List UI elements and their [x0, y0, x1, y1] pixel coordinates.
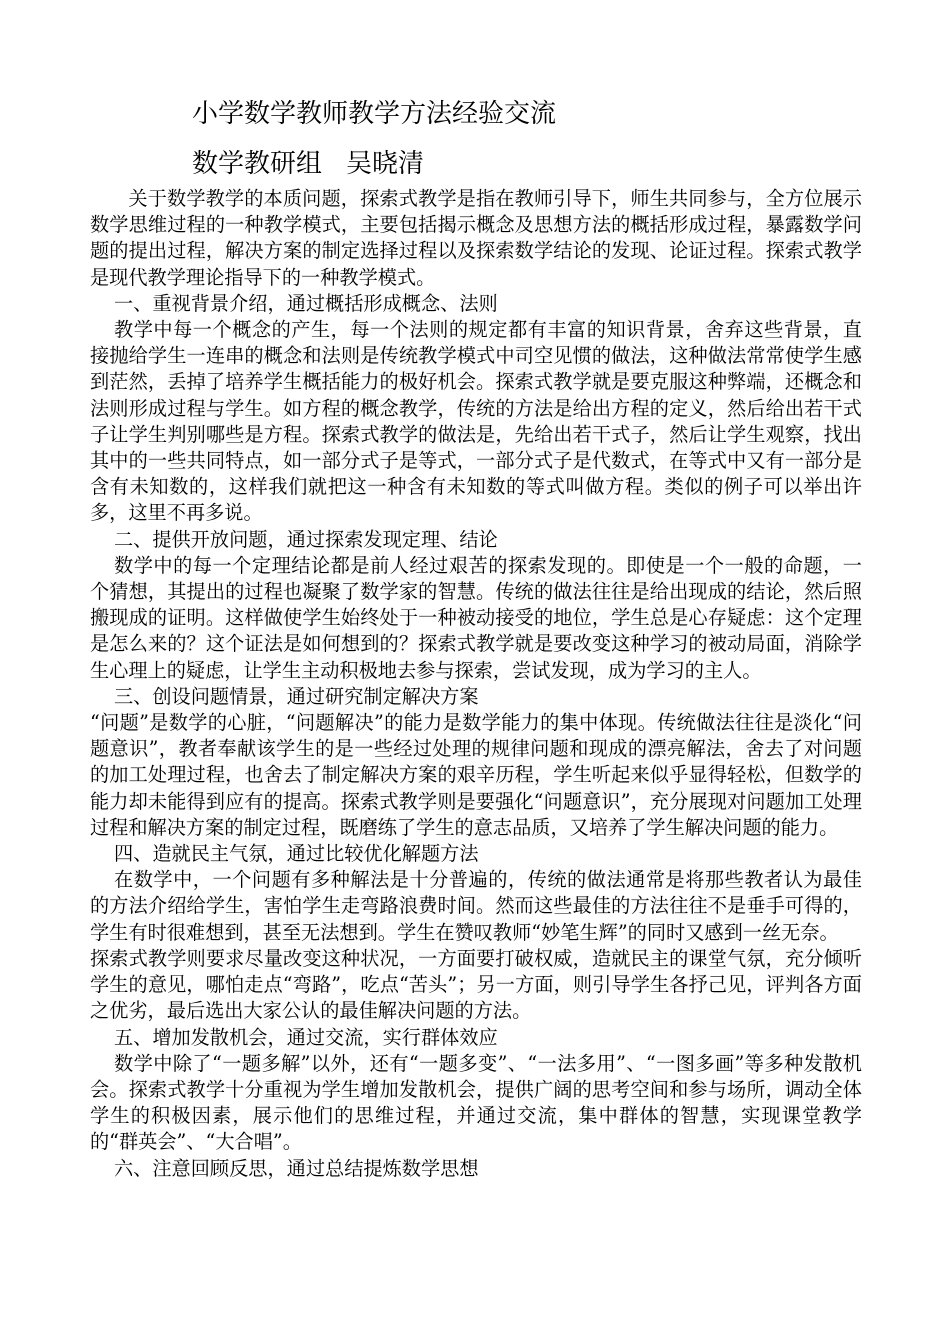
section-4-paragraph-1: 在数学中，一个问题有多种解法是十分普遍的，传统的做法通常是将那些教者认为最佳的方法介绍给学生，害怕学生走弯路浪费时间。然而这些最佳的方法往往不是垂手可得的，学生有时很难想到，甚至无法想到。学生在赞叹教师“妙笔生辉”的同时又感到一丝无奈。: [90, 868, 862, 944]
section-heading-1: 一、重视背景介绍，通过概括形成概念、法则: [114, 291, 498, 315]
author-group: 数学教研组: [192, 149, 323, 179]
section-4-paragraph-2: 探索式教学则要求尽量改变这种状况，一方面要打破权威，造就民主的课堂气氛，充分倾听学生的意见，哪怕走点“弯路”，吃点“苦头”；另一方面，则引导学生各抒己见，评判各方面之优劣，最后选出大家公认的最佳解决问题的方法。: [90, 946, 862, 1023]
section-5-paragraph-1: 数学中除了“一题多解”以外，还有“一题多变”、“一法多用”、“一图多画”等多种发散机会。探索式教学十分重视为学生增加发散机会，提供广阔的思考空间和参与场所，调动全体学生的积极因素，展示他们的思维过程，并通过交流，集中群体的智慧，实现课堂教学的“群英会”、“大合唱”。: [90, 1051, 862, 1154]
author-name: 吴晓清: [346, 149, 425, 179]
section-heading-6: 六、注意回顾反思，通过总结提炼数学思想: [114, 1156, 479, 1180]
author-line: [192, 146, 862, 182]
section-heading-2: 二、提供开放问题，通过探索发现定理、结论: [114, 527, 498, 551]
section-3-paragraph-1: “问题”是数学的心脏，“问题解决”的能力是数学能力的集中体现。传统做法往往是淡化“问题意识”，教者奉献该学生的是一些经过处理的规律问题和现成的漂亮解法，舍去了对问题的加工处理过程，也舍去了制定解决方案的艰辛历程，学生听起来似乎显得轻松，但数学的能力却未能得到应有的提高。探索式教学则是要强化“问题意识”，充分展现对问题加工处理过程和解决方案的制定过程，既磨练了学生的意志品质，又培养了学生解决问题的能力。: [90, 711, 862, 839]
section-heading-5: 五、增加发散机会，通过交流，实行群体效应: [114, 1025, 498, 1049]
intro-paragraph: 关于数学教学的本质问题，探索式教学是指在教师引导下，师生共同参与，全方位展示数学思维过程的一种教学模式，主要包括揭示概念及思想方法的概括形成过程，暴露数学问题的提出过程，解决方案的制定选择过程以及探索数学结论的发现、论证过程。探索式教学是现代教学理论指导下的一种教学模式。: [90, 187, 862, 289]
section-2-paragraph-1: 数学中的每一个定理结论都是前人经过艰苦的探索发现的。即使是一个一般的命题，一个猜想，其提出的过程也凝聚了数学家的智慧。传统的做法往往是给出现成的结论，然后照搬现成的证明。这样做使学生始终处于一种被动接受的地位，学生总是心存疑虑：这个定理是怎么来的？这个证法是如何想到的？探索式教学就是要改变这种学习的被动局面，消除学生心理上的疑虑，让学生主动积极地去参与探索，尝试发现，成为学习的主人。: [90, 553, 862, 682]
section-1-paragraph-1: 教学中每一个概念的产生，每一个法则的规定都有丰富的知识背景，舍弃这些背景，直接抛给学生一连串的概念和法则是传统教学模式中司空见惯的做法，这种做法常常使学生感到茫然，丢掉了培养学生概括能力的极好机会。探索式教学就是要克服这种弊端，还概念和法则形成过程与学生。如方程的概念教学，传统的方法是给出方程的定义，然后给出若干式子让学生判别哪些是方程。探索式教学的做法是，先给出若干式子，然后让学生观察，找出其中的一些共同特点，如一部分式子是等式，一部分式子是代数式，在等式中又有一部分是含有未知数的，这样我们就把这一种含有未知数的等式叫做方程。类似的例子可以举出许多，这里不再多说。: [90, 318, 862, 525]
section-heading-3: 三、创设问题情景，通过研究制定解决方案: [114, 684, 479, 708]
document-title: 小学数学教师教学方法经验交流: [192, 99, 557, 129]
section-heading-4: 四、造就民主气氛，通过比较优化解题方法: [114, 842, 479, 866]
document-page: [90, 96, 862, 1182]
